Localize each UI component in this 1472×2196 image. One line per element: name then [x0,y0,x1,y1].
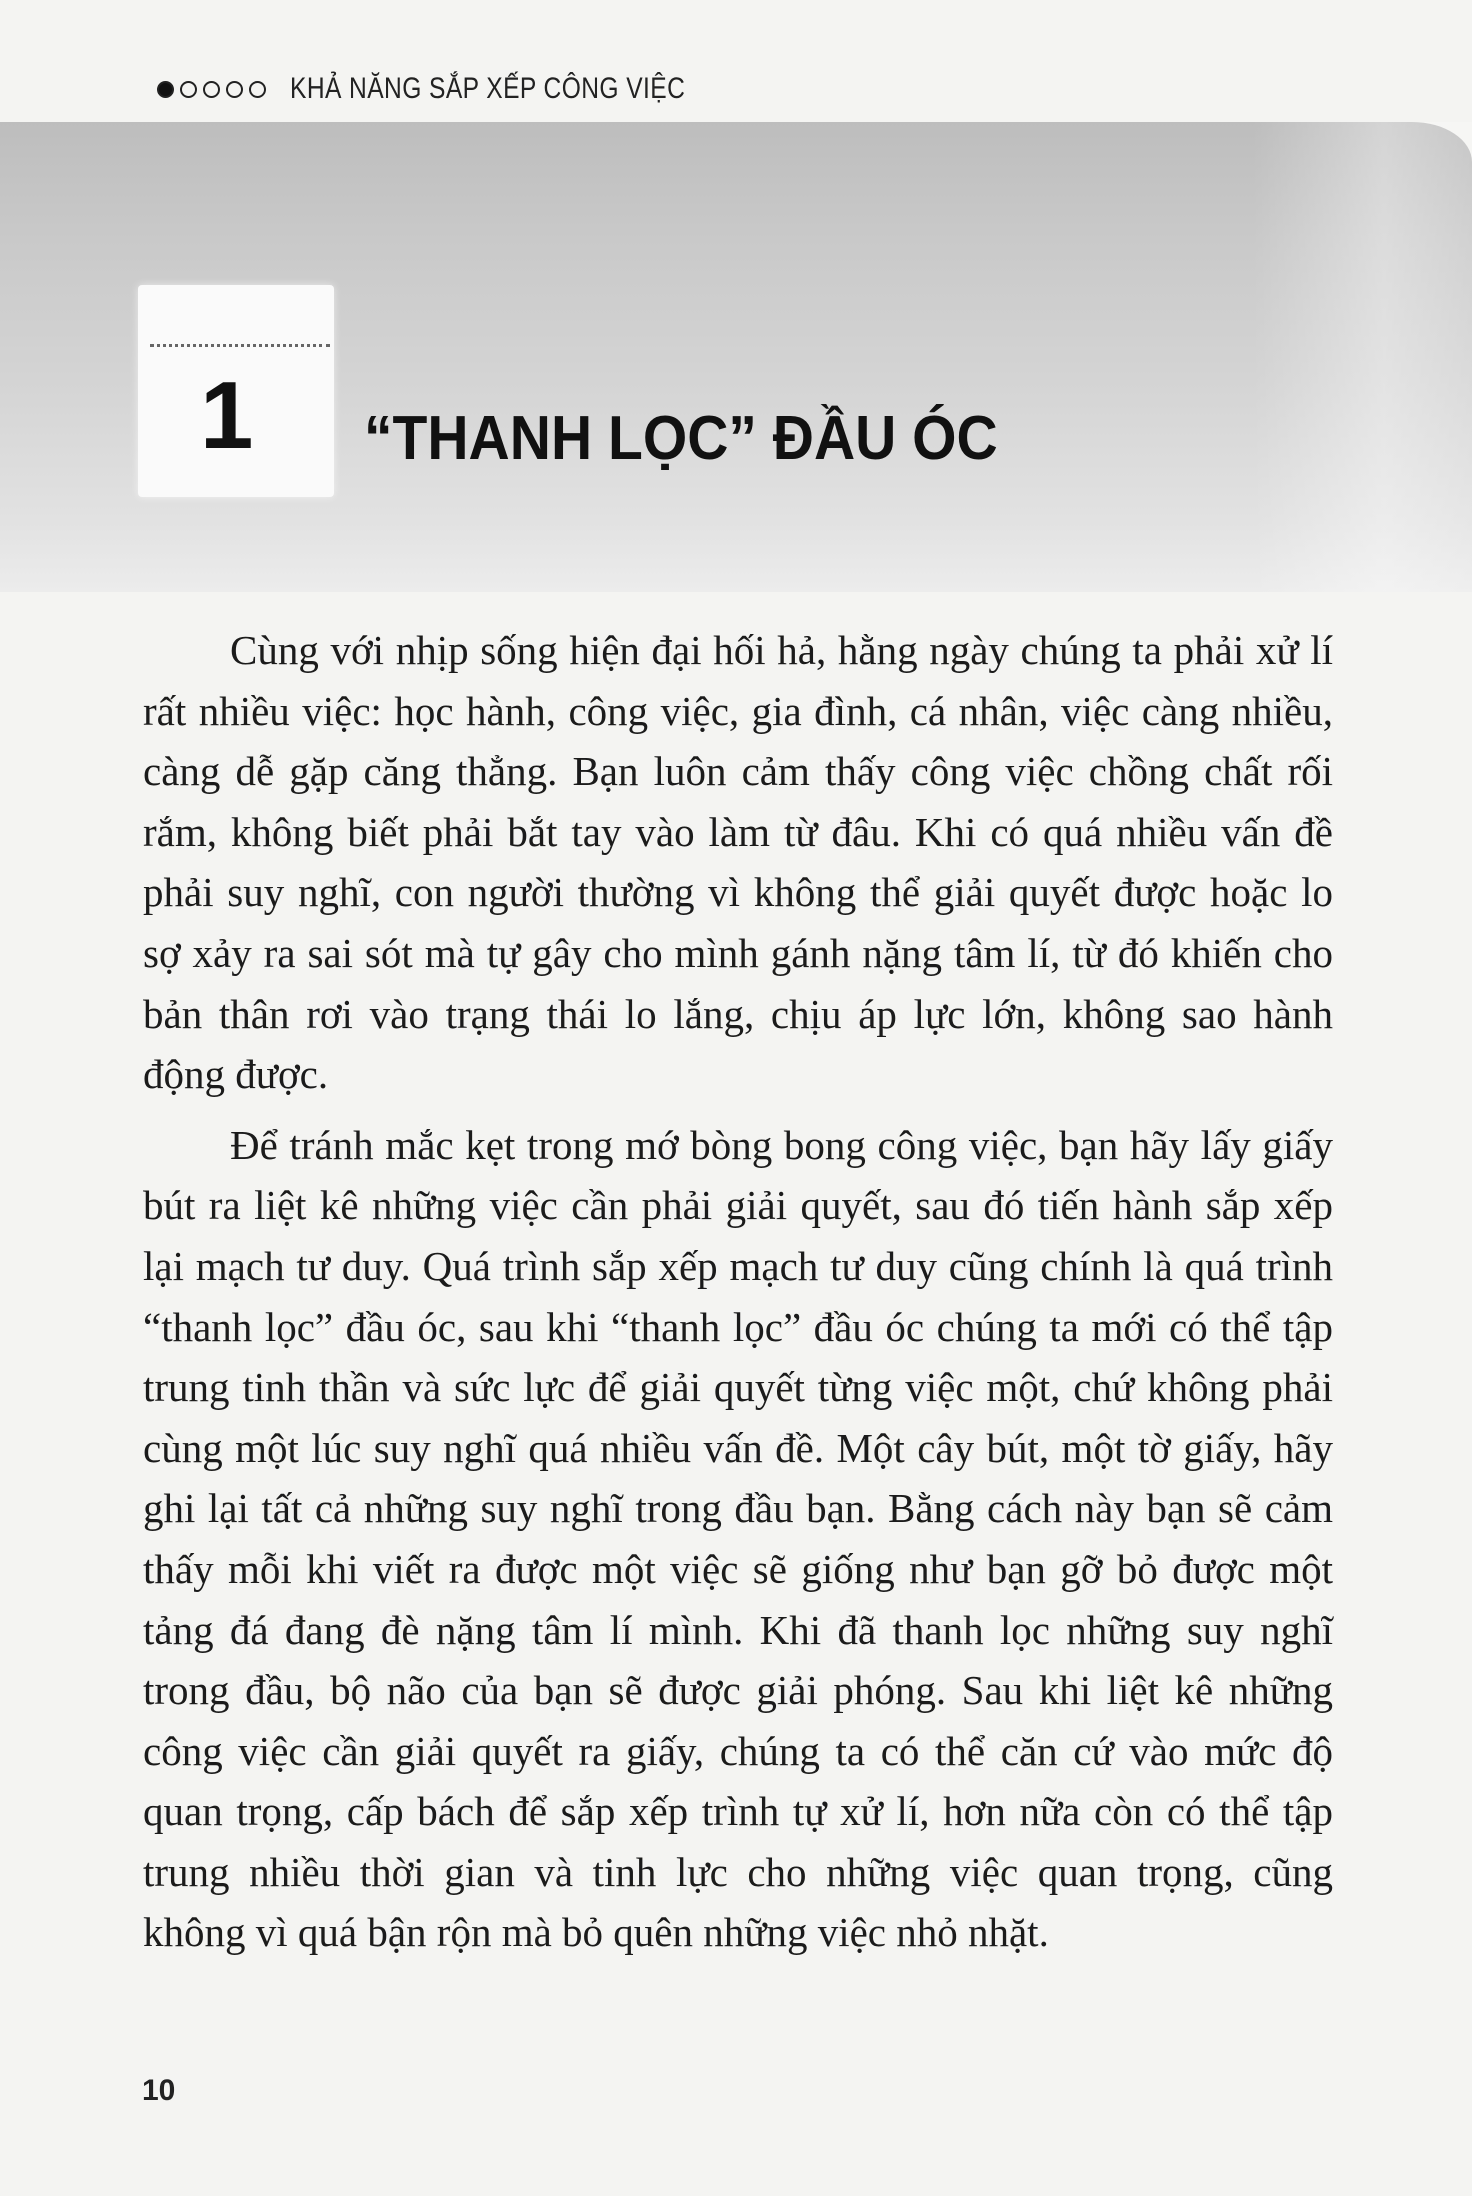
paragraph: Cùng với nhịp sống hiện đại hối hả, hằng ngày chúng ta phải xử lí rất nhiều việc: học hành, công việc, gia đình, cá nhân, việc càng nhiều, càng dễ gặp căng thẳng. Bạn luôn cảm thấy công việc chồng chất rối rắm, không biết phải bắt tay vào làm từ đâu. Khi có quá nhiều vấn đề phải suy nghĩ, con người thường vì không thể giải quyết được hoặc lo sợ xảy ra sai sót mà tự gây cho mình gánh nặng tâm lí, từ đó khiến cho bản thân rơi vào trạng thái lo lắng, chịu áp lực lớn, không sao hành động được. [143,627,1333,1098]
progress-dot [249,81,266,98]
progress-dots [157,81,272,98]
body-text [143,620,1333,1973]
progress-dot-filled [157,81,174,98]
running-header [157,72,772,106]
chapter-number: 1 [200,362,254,469]
progress-dot [226,81,243,98]
chapter-dotted-rule [150,344,330,347]
progress-dot [203,81,220,98]
paragraph: Để tránh mắc kẹt trong mớ bòng bong công việc, bạn hãy lấy giấy bút ra liệt kê những việc cần phải giải quyết, sau đó tiến hành sắp xếp lại mạch tư duy. Quá trình sắp xếp mạch tư duy cũng chính là quá trình “thanh lọc” đầu óc, sau khi “thanh lọc” đầu óc chúng ta mới có thể tập trung tinh thần và sức lực để giải quyết từng việc một, chứ không phải cùng một lúc suy nghĩ quá nhiều vấn đề. Một cây bút, một tờ giấy, hãy ghi lại tất cả những suy nghĩ trong đầu bạn. Bằng cách này bạn sẽ cảm thấy mỗi khi viết ra được một việc sẽ giống như bạn gỡ bỏ được một tảng đá đang đè nặng tâm lí mình. Khi đã thanh lọc những suy nghĩ trong đầu, bộ não của bạn sẽ được giải phóng. Sau khi liệt kê những công việc cần giải quyết ra giấy, chúng ta có thể căn cứ vào mức độ quan trọng, cấp bách để sắp xếp trình tự xử lí, hơn nữa còn có thể tập trung nhiều thời gian và tinh lực cho những việc quan trọng, cũng không vì quá bận rộn mà bỏ quên những việc nhỏ nhặt. [143,1121,1333,1956]
running-header-title: KHẢ NĂNG SẮP XẾP CÔNG VIỆC [290,72,686,105]
chapter-title: “THANH LỌC” ĐẦU ÓC [364,404,998,473]
page-number: 10 [142,2074,176,2107]
progress-dot [180,81,197,98]
